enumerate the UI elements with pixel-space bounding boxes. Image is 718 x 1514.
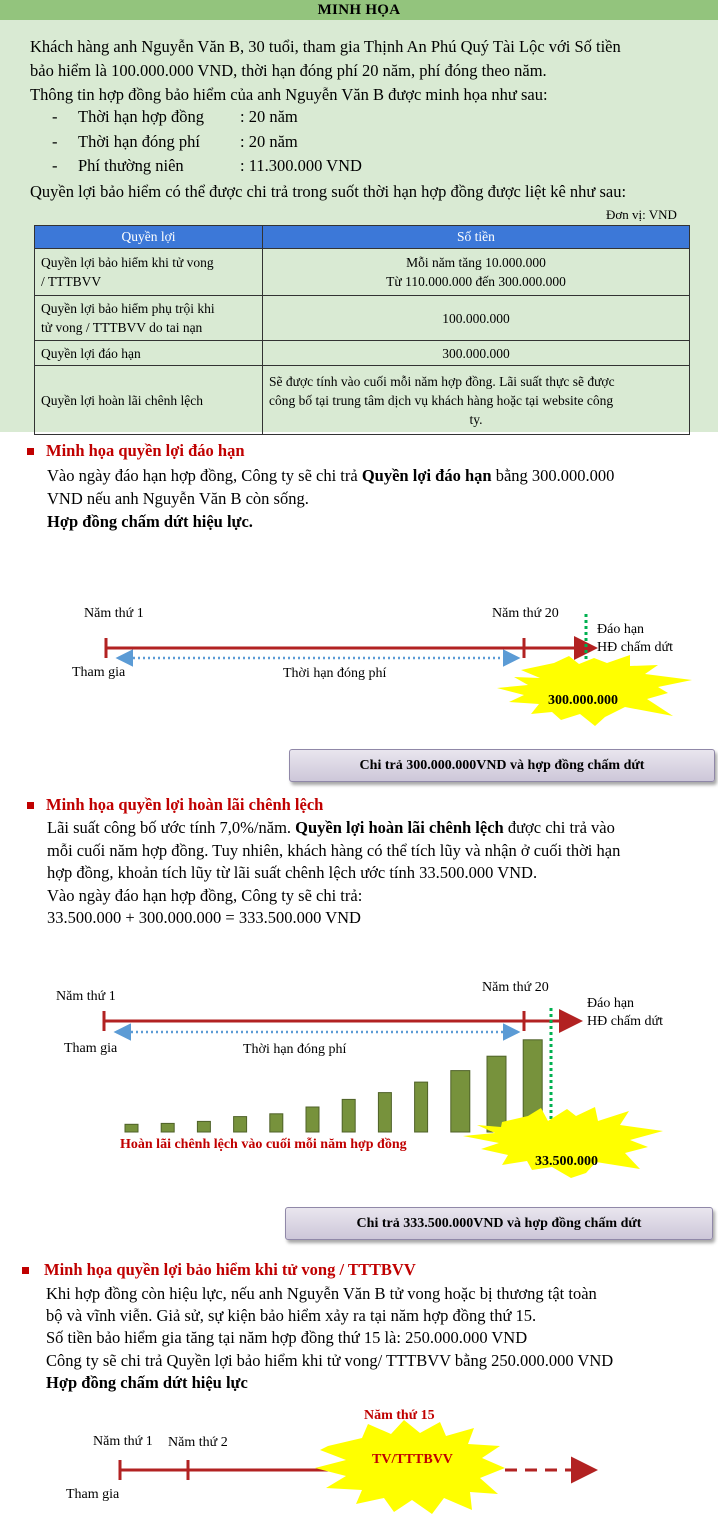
section1-para-2: VND nếu anh Nguyễn Văn B còn sống. bbox=[47, 489, 309, 508]
table-cell: Mỗi năm tăng 10.000.000 Từ 110.000.000 đến 300.000.000 bbox=[263, 249, 690, 296]
section2-para-3: hợp đồng, khoản tích lũy từ lãi suất chênh lệch ước tính 33.500.000 VND. bbox=[47, 863, 538, 882]
section3-title: Minh họa quyền lợi bảo hiểm khi tử vong / TTTBVV bbox=[44, 1260, 416, 1279]
contract-end-label: HĐ chấm dứt bbox=[587, 1014, 664, 1029]
bullet-value: : 20 năm bbox=[240, 132, 298, 151]
premium-term-label: Thời hạn đóng phí bbox=[243, 1042, 347, 1057]
payout-banner: Chi trả 333.500.000VND và hợp đồng chấm dứt bbox=[285, 1207, 713, 1240]
section-bullet-icon bbox=[27, 802, 34, 809]
section-bullet-icon bbox=[22, 1267, 29, 1274]
table-row bbox=[35, 366, 690, 435]
section3-para-1: Khi hợp đồng còn hiệu lực, nếu anh Nguyễn Văn B tử vong hoặc bị thương tật toàn bbox=[46, 1284, 597, 1303]
join-label: Tham gia bbox=[72, 665, 126, 680]
section2-para-5: 33.500.000 + 300.000.000 = 333.500.000 VND bbox=[47, 908, 361, 927]
maturity-label: Đáo hạn bbox=[587, 996, 635, 1011]
payout-burst bbox=[497, 655, 692, 726]
accumulation-bar bbox=[451, 1071, 470, 1132]
join-label: Tham gia bbox=[64, 1041, 118, 1056]
payout-amount: 33.500.000 bbox=[535, 1154, 598, 1169]
table-cell: Quyền lợi bảo hiểm phụ trội khi tử vong / TTTBVV do tai nạn bbox=[35, 296, 263, 341]
section2-title: Minh họa quyền lợi hoàn lãi chênh lệch bbox=[46, 795, 324, 814]
accumulation-bar bbox=[306, 1107, 319, 1132]
year-end-label: Năm thứ 20 bbox=[492, 606, 559, 621]
section1-para-3: Hợp đồng chấm dứt hiệu lực. bbox=[47, 512, 253, 531]
intro-line-3: Thông tin hợp đồng bảo hiểm của anh Nguyễn Văn B được minh họa như sau: bbox=[30, 85, 548, 104]
unit-label: Đơn vị: VND bbox=[606, 207, 677, 222]
event-label: TV/TTTBVV bbox=[372, 1452, 453, 1467]
table-header-amount: Số tiền bbox=[263, 226, 690, 249]
section3-para-3: Số tiền bảo hiểm gia tăng tại năm hợp đồng thứ 15 là: 250.000.000 VND bbox=[46, 1328, 528, 1347]
accumulation-bar bbox=[161, 1123, 174, 1132]
section3-para-5: Hợp đồng chấm dứt hiệu lực bbox=[46, 1373, 248, 1392]
year-start-label: Năm thứ 1 bbox=[84, 606, 144, 621]
page-title: MINH HỌA bbox=[0, 0, 718, 20]
bullet-dash: - bbox=[52, 132, 58, 151]
table-row bbox=[35, 296, 690, 341]
accumulation-bar bbox=[415, 1082, 428, 1132]
intro-line-1: Khách hàng anh Nguyễn Văn B, 30 tuổi, tham gia Thịnh An Phú Quý Tài Lộc với Số tiền bbox=[30, 37, 621, 56]
intro-line-4: Quyền lợi bảo hiểm có thể được chi trả trong suốt thời hạn hợp đồng được liệt kê như sau: bbox=[30, 182, 627, 201]
payout-amount: 300.000.000 bbox=[548, 693, 618, 708]
bullet-dash: - bbox=[52, 107, 58, 126]
accumulation-bar bbox=[234, 1117, 247, 1132]
table-cell: Quyền lợi hoàn lãi chênh lệch bbox=[35, 366, 263, 435]
accumulation-bar bbox=[270, 1114, 283, 1132]
bullet-label: Phí thường niên bbox=[78, 156, 184, 175]
accumulation-bar bbox=[487, 1056, 506, 1132]
bullet-value: : 11.300.000 VND bbox=[240, 156, 362, 175]
table-cell: 300.000.000 bbox=[263, 341, 690, 366]
payout-banner: Chi trả 300.000.000VND và hợp đồng chấm dứt bbox=[289, 749, 715, 782]
bars-caption: Hoàn lãi chênh lệch vào cuối mỗi năm hợp đồng bbox=[120, 1137, 407, 1152]
benefit-table bbox=[34, 225, 690, 435]
year-15-label: Năm thứ 15 bbox=[364, 1408, 435, 1423]
accumulation-bar bbox=[197, 1121, 210, 1132]
section-bullet-icon bbox=[27, 448, 34, 455]
bullet-label: Thời hạn hợp đồng bbox=[78, 107, 205, 126]
join-label: Tham gia bbox=[66, 1487, 120, 1502]
table-row bbox=[35, 249, 690, 296]
section1-para-1: Vào ngày đáo hạn hợp đồng, Công ty sẽ chi trả Quyền lợi đáo hạn bằng 300.000.000 bbox=[47, 466, 615, 485]
accumulation-bar bbox=[125, 1124, 138, 1132]
bullet-value: : 20 năm bbox=[240, 107, 298, 126]
maturity-label: Đáo hạn bbox=[597, 622, 645, 637]
premium-term-label: Thời hạn đóng phí bbox=[283, 666, 387, 681]
contract-end-label: HĐ chấm dứt bbox=[597, 640, 674, 655]
table-cell: 100.000.000 bbox=[263, 296, 690, 341]
bullet-dash: - bbox=[52, 156, 58, 175]
section1-title: Minh họa quyền lợi đáo hạn bbox=[46, 441, 245, 460]
section2-para-1: Lãi suất công bố ước tính 7,0%/năm. Quyền lợi hoàn lãi chênh lệch được chi trả vào bbox=[47, 818, 615, 837]
year-2-label: Năm thứ 2 bbox=[168, 1435, 228, 1450]
accumulation-bar bbox=[342, 1099, 355, 1132]
table-header-row bbox=[35, 226, 690, 249]
section2-para-4: Vào ngày đáo hạn hợp đồng, Công ty sẽ chi trả: bbox=[47, 886, 363, 905]
year-start-label: Năm thứ 1 bbox=[56, 989, 116, 1004]
table-header-benefit: Quyền lợi bbox=[35, 226, 263, 249]
year-1-label: Năm thứ 1 bbox=[93, 1434, 153, 1449]
section3-para-2: bộ và vĩnh viễn. Giả sử, sự kiện bảo hiểm xảy ra tại năm hợp đồng thứ 15. bbox=[46, 1306, 537, 1325]
table-row bbox=[35, 341, 690, 366]
section2-para-2: mỗi cuối năm hợp đồng. Tuy nhiên, khách hàng có thể tích lũy và nhận ở cuối thời hạn bbox=[47, 841, 621, 860]
table-cell: Quyền lợi đáo hạn bbox=[35, 341, 263, 366]
intro-line-2: bảo hiểm là 100.000.000 VND, thời hạn đóng phí 20 năm, phí đóng theo năm. bbox=[30, 61, 547, 80]
year-end-label: Năm thứ 20 bbox=[482, 980, 549, 995]
accumulation-bar bbox=[378, 1093, 391, 1132]
table-cell: Sẽ được tính vào cuối mỗi năm hợp đồng. Lãi suất thực sẽ được công bố tại trung tâm dịch vụ khách hàng hoặc tại website công ty. bbox=[263, 366, 690, 435]
section3-para-4: Công ty sẽ chi trả Quyền lợi bảo hiểm khi tử vong/ TTTBVV bằng 250.000.000 VND bbox=[46, 1351, 614, 1370]
table-cell: Quyền lợi bảo hiểm khi tử vong / TTTBVV bbox=[35, 249, 263, 296]
bullet-label: Thời hạn đóng phí bbox=[78, 132, 200, 151]
